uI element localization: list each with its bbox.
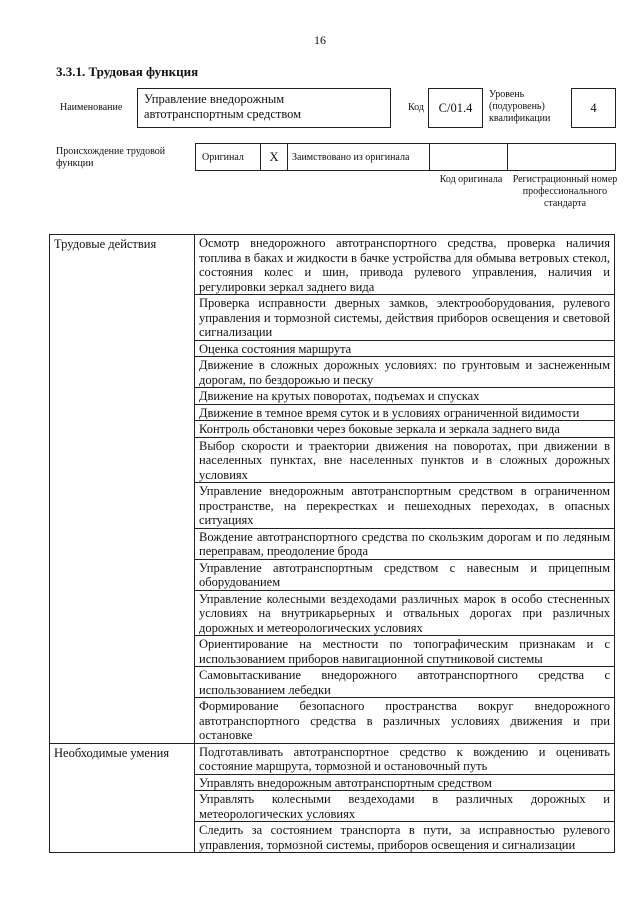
section-category: Трудовые действия bbox=[50, 235, 195, 744]
table-row bbox=[50, 743, 615, 774]
list-item: Управлять внедорожным автотранспортным средством bbox=[195, 774, 615, 791]
list-item: Следить за состоянием транспорта в пути, за исправностью рулевого управления, тормозной системы, приборов освещения и сигнализации bbox=[195, 822, 615, 853]
list-item: Самовытаскивание внедорожного автотранспортного средства с использованием лебедки bbox=[195, 667, 615, 698]
section-category: Необходимые умения bbox=[50, 743, 195, 853]
functions-table bbox=[49, 234, 615, 853]
table-row bbox=[50, 235, 615, 295]
page-number: 16 bbox=[314, 33, 326, 47]
original-code-cell bbox=[429, 143, 507, 171]
origin-row bbox=[195, 143, 616, 171]
section-title: 3.3.1. Трудовая функция bbox=[56, 64, 199, 79]
list-item: Контроль обстановки через боковые зеркала и зеркала заднего вида bbox=[195, 421, 615, 438]
list-item: Управлять колесными вездеходами в различных дорожных и метеорологических условиях bbox=[195, 791, 615, 822]
list-item: Движение на крутых поворотах, подъемах и спусках bbox=[195, 388, 615, 405]
code-value: С/01.4 bbox=[428, 88, 483, 128]
list-item: Вождение автотранспортного средства по скользким дорогам и по ледяным переправам, преодоление брода bbox=[195, 528, 615, 559]
level-value: 4 bbox=[571, 88, 616, 128]
original-label: Оригинал bbox=[195, 143, 260, 171]
code-caption: Код оригинала bbox=[439, 174, 503, 185]
list-item: Выбор скорости и траектории движения на поворотах, при движении в населенных пунктах, вне населенных пунктов и в сложных дорожных условиях bbox=[195, 437, 615, 483]
reg-number-cell bbox=[507, 143, 616, 171]
origin-label: Происхождение трудовой функции bbox=[56, 146, 166, 169]
list-item: Осмотр внедорожного автотранспортного средства, проверка наличия топлива в баках и жидкости в бачке устройства для обмыва ветровых стекол, состояния колес и шин, привода рулевого управления, наличия и регулировки зеркал заднего вида bbox=[195, 235, 615, 295]
level-label: Уровень (подуровень) квалификации bbox=[489, 89, 551, 124]
list-item: Движение в сложных дорожных условиях: по грунтовым и заснеженным дорогам, по бездорожью и песку bbox=[195, 357, 615, 388]
list-item: Оценка состояния маршрута bbox=[195, 340, 615, 357]
name-label: Наименование bbox=[60, 102, 123, 113]
list-item: Управление внедорожным автотранспортным средством в ограниченном пространстве, на перекрестках и пешеходных переходах, в опасных ситуациях bbox=[195, 483, 615, 529]
name-value: Управление внедорожным автотранспортным средством bbox=[137, 88, 391, 128]
list-item: Ориентирование на местности по топографическим признакам и с использованием приборов навигационной спутниковой системы bbox=[195, 636, 615, 667]
reg-caption: Регистрационный номер профессионального стандарта bbox=[512, 174, 618, 209]
list-item: Проверка исправности дверных замков, электрооборудования, рулевого управления и тормозной системы, действия приборов освещения и световой сигнализации bbox=[195, 295, 615, 341]
code-label: Код bbox=[408, 102, 424, 113]
list-item: Формирование безопасного пространства вокруг внедорожного автотранспортного средства в различных условиях движения и при остановке bbox=[195, 698, 615, 744]
list-item: Подготавливать автотранспортное средство к вождению и оценивать состояние маршрута, тормозной и остановочный путь bbox=[195, 743, 615, 774]
original-mark: X bbox=[260, 143, 287, 171]
list-item: Управление колесными вездеходами различных марок в особо стесненных условиях на внутрикарьерных и отвальных дорогах при различных дорожных и метеорологических условиях bbox=[195, 590, 615, 636]
list-item: Движение в темное время суток и в условиях ограниченной видимости bbox=[195, 404, 615, 421]
list-item: Управление автотранспортным средством с навесным и прицепным оборудованием bbox=[195, 559, 615, 590]
borrowed-label: Заимствовано из оригинала bbox=[287, 143, 429, 171]
